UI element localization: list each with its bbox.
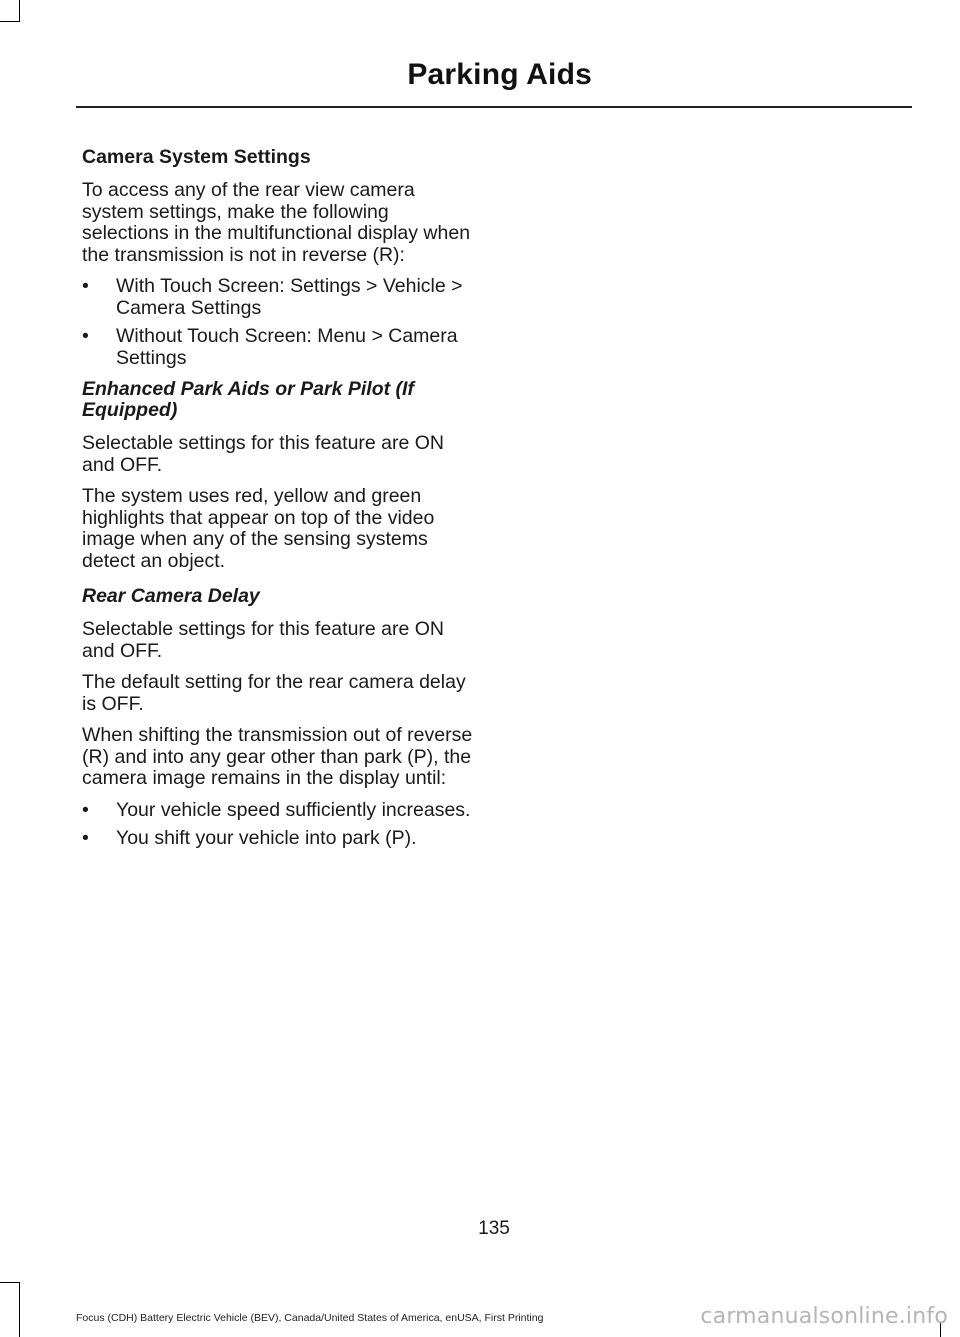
section-heading: Camera System Settings xyxy=(82,146,311,168)
list-item: • Without Touch Screen: Menu > Camera Settings xyxy=(82,325,458,369)
enhanced-p1: Selectable settings for this feature are ON and OFF. xyxy=(82,432,445,476)
enhanced-park-aids-heading: Enhanced Park Aids or Park Pilot (If Equipped) xyxy=(82,378,414,421)
crop-mark-bottom-left-vertical xyxy=(19,1282,20,1337)
list-item: • Your vehicle speed sufficiently increases. xyxy=(82,798,471,821)
bullet: • xyxy=(82,275,89,297)
delay-p3: When shifting the transmission out of reverse (R) and into any gear other than park (P), the camera image remains in the display until: xyxy=(82,724,473,789)
list-item: • With Touch Screen: Settings > Vehicle > Camera Settings xyxy=(82,275,463,319)
crop-mark-top-left-horizontal xyxy=(0,21,20,22)
delay-p2: The default setting for the rear camera delay is OFF. xyxy=(82,671,466,715)
main-content xyxy=(82,146,476,860)
crop-mark-top-left-vertical xyxy=(19,0,20,22)
section-intro: To access any of the rear view camera system settings, make the following selections in the multifunctional display when the transmission is not in reverse (R): xyxy=(82,179,471,266)
watermark: carmanualsonline.info xyxy=(700,1304,948,1329)
access-list xyxy=(82,276,476,369)
crop-mark-bottom-left-horizontal xyxy=(0,1282,20,1283)
header-divider xyxy=(76,106,912,108)
footer-text: Focus (CDH) Battery Electric Vehicle (BEV), Canada/United States of America, enUSA, First Printing xyxy=(76,1312,544,1324)
delay-p1: Selectable settings for this feature are ON and OFF. xyxy=(82,618,445,662)
rear-camera-delay-heading: Rear Camera Delay xyxy=(82,585,260,607)
list-item: • You shift your vehicle into park (P). xyxy=(82,827,417,849)
bullet: • xyxy=(82,325,89,347)
page-title: Parking Aids xyxy=(407,58,592,91)
page-number: 135 xyxy=(478,1218,510,1239)
enhanced-p2: The system uses red, yellow and green highlights that appear on top of the video image when any of the sensing systems detect an object. xyxy=(82,485,435,572)
conditions-list xyxy=(82,800,476,850)
bullet: • xyxy=(82,827,89,849)
bullet: • xyxy=(82,798,89,821)
